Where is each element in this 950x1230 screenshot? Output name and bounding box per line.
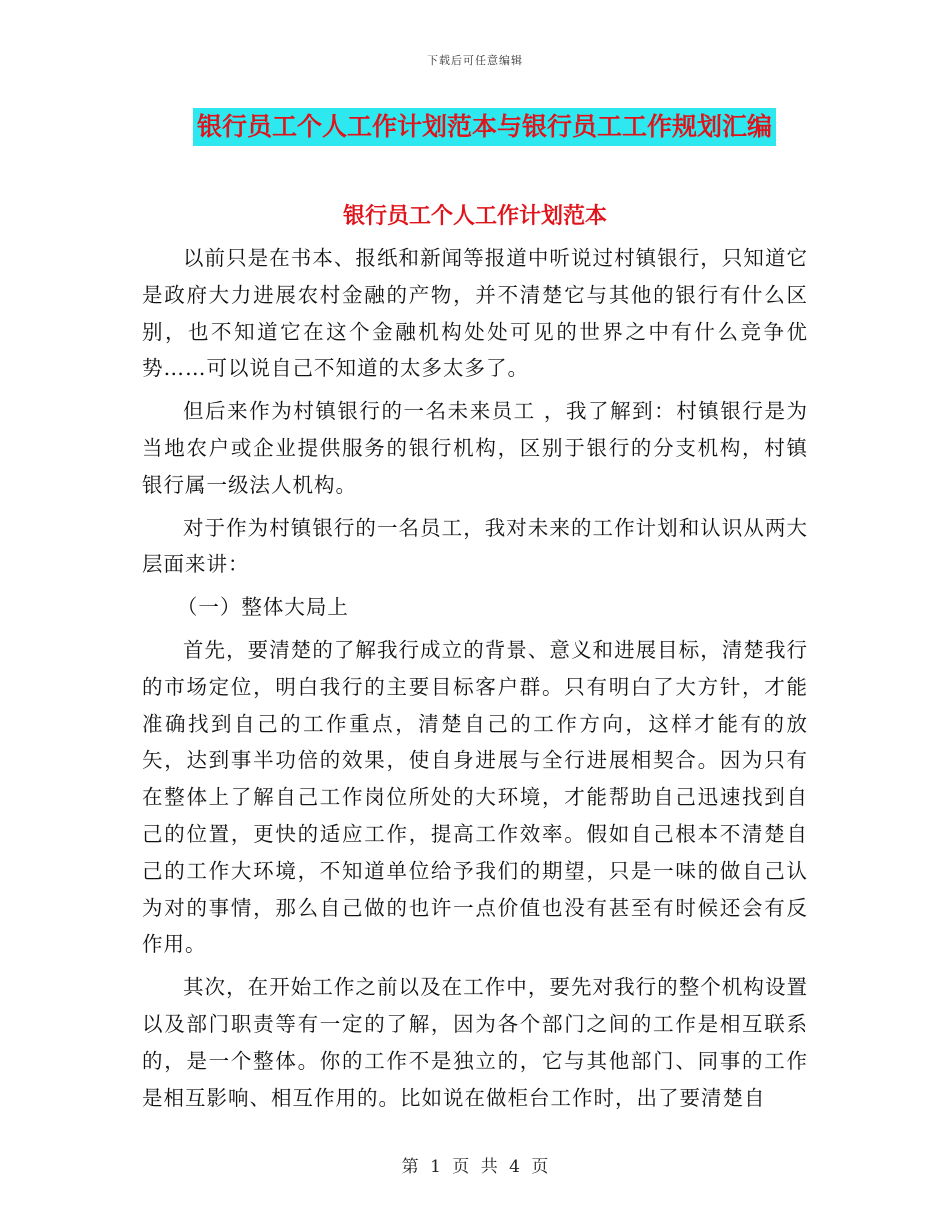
paragraph-4: 首先，要清楚的了解我行成立的背景、意义和进展目标，清楚我行的市场定位，明白我行的主要目标客户群。只有明白了大方针，才能准确找到自己的工作重点，清楚自己的工作方向，这样才能有的放矢，达到事半功倍的效果，使自身进展与全行进展相契合。因为只有在整体上了解自己工作岗位所处的大环境，才能帮助自己迅速找到自己的位置，更快的适应工作，提高工作效率。假如自己根本不清楚自己的工作大环境，不知道单位给予我们的期望，只是一味的做自己认为对的事情，那么自己做的也许一点价值也没有甚至有时候还会有反作用。 <box>142 637 808 957</box>
document-main-title: 银行员工个人工作计划范本与银行员工工作规划汇编 <box>193 108 776 146</box>
section-title: 银行员工个人工作计划范本 <box>342 203 607 229</box>
paragraph-1: 以前只是在书本、报纸和新闻等报道中听说过村镇银行，只知道它是政府大力进展农村金融的产物，并不清楚它与其他的银行有什么区别，也不知道它在这个金融机构处处可见的世界之中有什么竞争优势……可以说自己不知道的太多太多了。 <box>142 246 808 381</box>
paragraph-2: 但后来作为村镇银行的一名未来员工 ，我了解到：村镇银行是为当地农户或企业提供服务的银行机构，区别于银行的分支机构，村镇银行属一级法人机构。 <box>142 399 808 497</box>
paragraph-3: 对于作为村镇银行的一名员工，我对未来的工作计划和认识从两大层面来讲： <box>142 515 808 577</box>
page-number-footer: 第 1 页 共 4 页 <box>401 1157 549 1177</box>
page-header-note: 下载后可任意编辑 <box>427 54 523 67</box>
subheading-overall: （一）整体大局上 <box>176 595 349 620</box>
document-body <box>142 240 808 1122</box>
paragraph-5: 其次，在开始工作之前以及在工作中，要先对我行的整个机构设置以及部门职责等有一定的了解，因为各个部门之间的工作是相互联系的，是一个整体。你的工作不是独立的，它与其他部门、同事的工作是相互影响、相互作用的。比如说在做柜台工作时，出了要清楚自 <box>142 975 808 1110</box>
